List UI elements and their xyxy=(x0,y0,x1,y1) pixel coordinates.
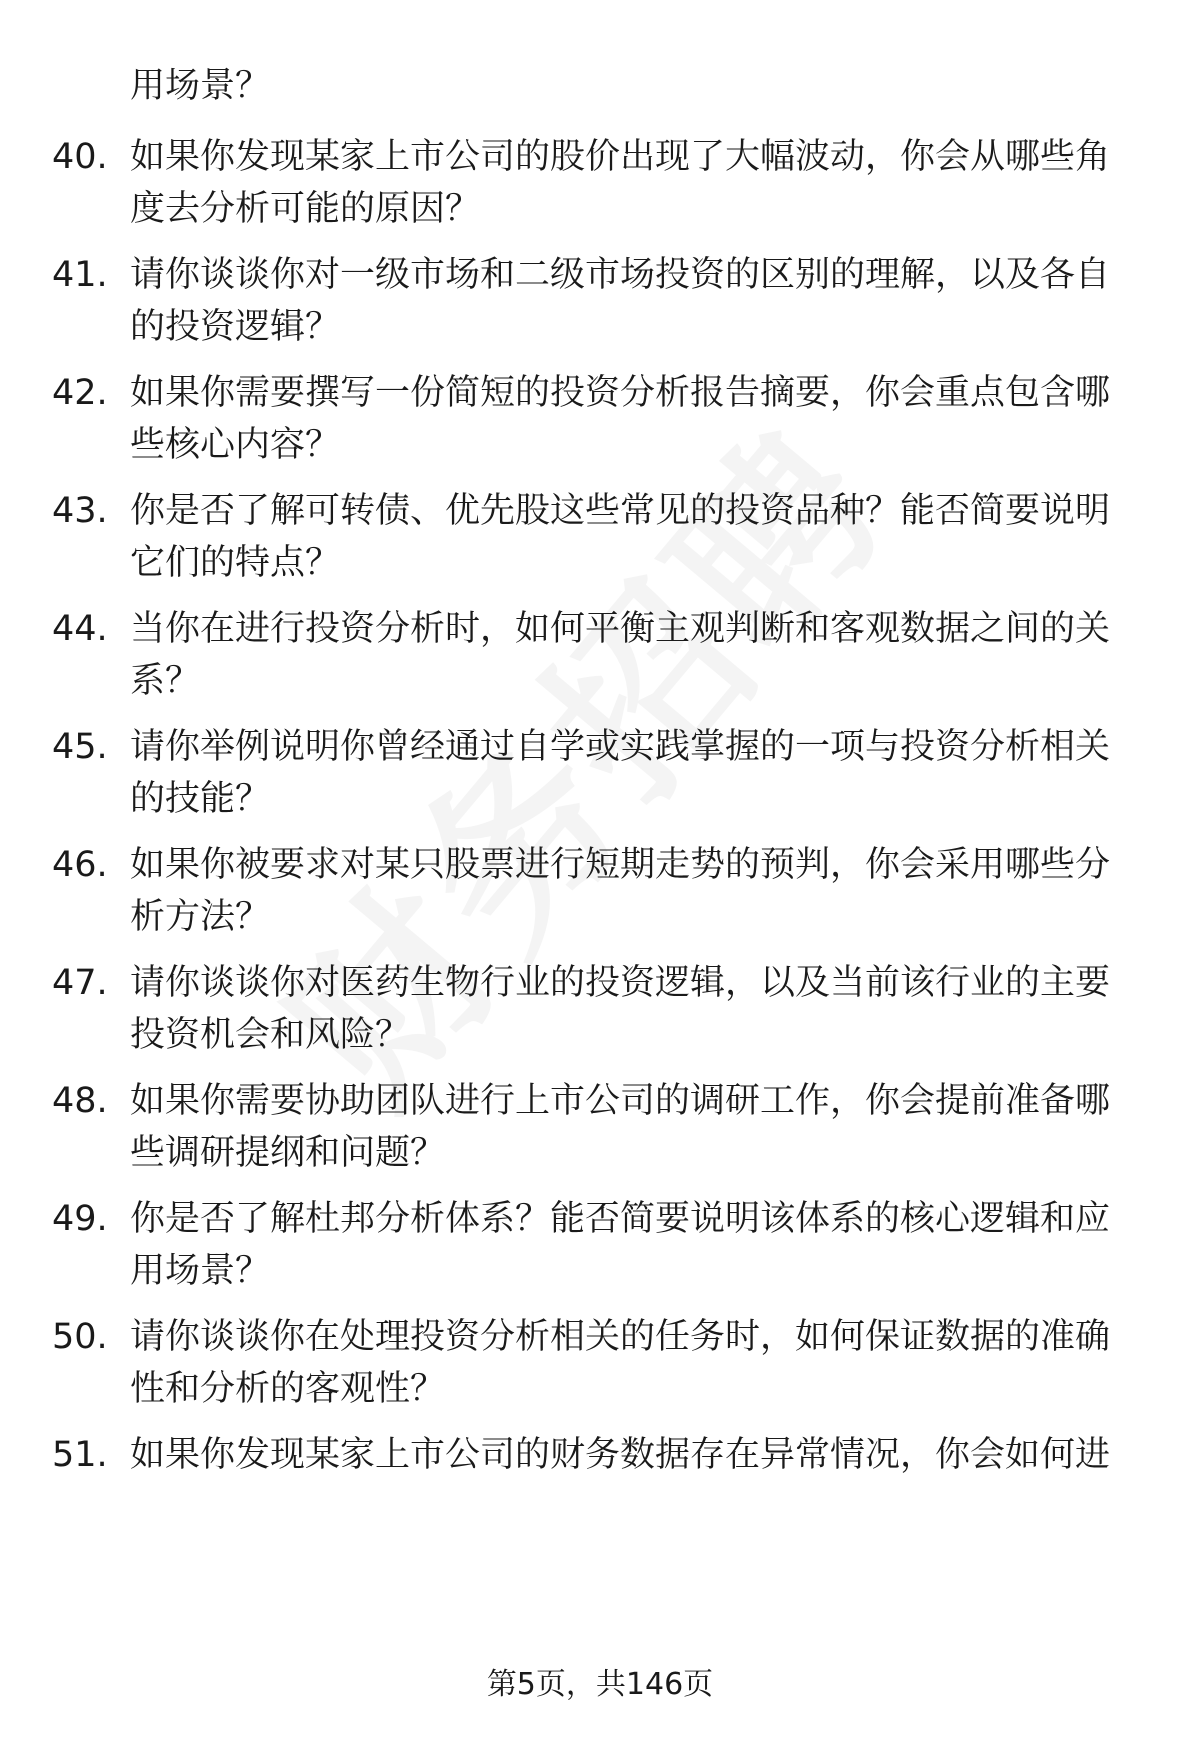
question-text: 如果你发现某家上市公司的财务数据存在异常情况，你会如何进 xyxy=(130,1435,1111,1475)
question-text: 如果你发现某家上市公司的股价出现了大幅波动，你会从哪些角 度去分析可能的原因？ xyxy=(130,137,1111,229)
question-number: 50. xyxy=(52,1317,108,1357)
question-number: 47. xyxy=(52,963,108,1003)
question-text: 请你谈谈你对一级市场和二级市场投资的区别的理解，以及各自 的投资逻辑？ xyxy=(130,255,1111,347)
question-text: 你是否了解杜邦分析体系？能否简要说明该体系的核心逻辑和应 用场景？ xyxy=(130,1199,1111,1291)
question-text: 你是否了解可转债、优先股这些常见的投资品种？能否简要说明 它们的特点？ xyxy=(130,491,1111,583)
continued-text: 用场景？ xyxy=(130,66,271,106)
question-text: 当你在进行投资分析时，如何平衡主观判断和客观数据之间的关 系？ xyxy=(130,609,1111,701)
question-number: 41. xyxy=(52,255,108,295)
question-text: 请你谈谈你对医药生物行业的投资逻辑，以及当前该行业的主要 投资机会和风险？ xyxy=(130,963,1111,1055)
question-number: 49. xyxy=(52,1199,108,1239)
question-number: 42. xyxy=(52,373,108,413)
question-number: 51. xyxy=(52,1435,108,1475)
question-number: 45. xyxy=(52,727,108,767)
question-number: 43. xyxy=(52,491,108,531)
question-number: 40. xyxy=(52,137,108,177)
question-number: 44. xyxy=(52,609,108,649)
page-footer: 第5页，共146页 xyxy=(486,1667,714,1702)
question-text: 如果你需要协助团队进行上市公司的调研工作，你会提前准备哪 些调研提纲和问题？ xyxy=(130,1081,1111,1173)
question-text: 请你举例说明你曾经通过自学或实践掌握的一项与投资分析相关 的技能？ xyxy=(130,727,1111,819)
question-number: 48. xyxy=(52,1081,108,1121)
question-text: 请你谈谈你在处理投资分析相关的任务时，如何保证数据的准确 性和分析的客观性？ xyxy=(130,1317,1111,1409)
question-number: 46. xyxy=(52,845,108,885)
question-text: 如果你被要求对某只股票进行短期走势的预判，你会采用哪些分 析方法？ xyxy=(130,845,1111,937)
question-text: 如果你需要撰写一份简短的投资分析报告摘要，你会重点包含哪 些核心内容？ xyxy=(130,373,1111,465)
